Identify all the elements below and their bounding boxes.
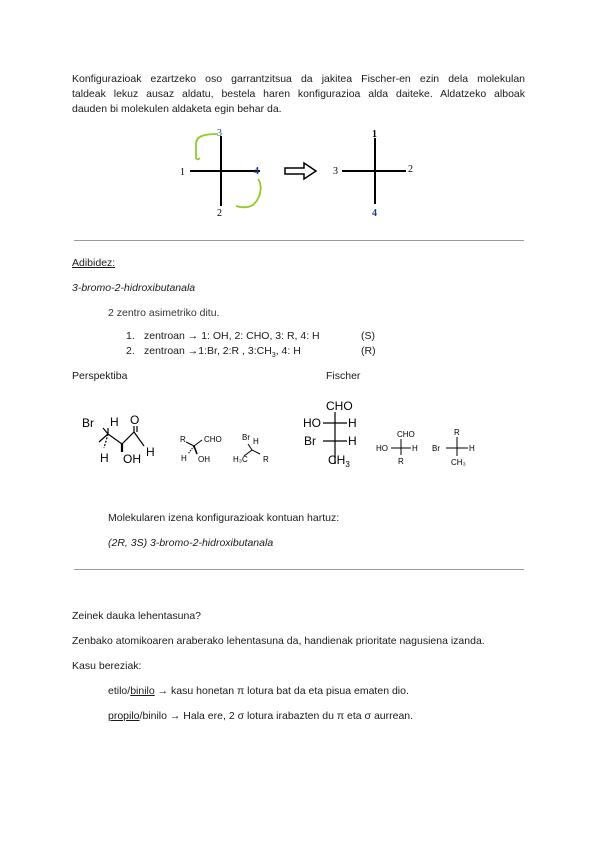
divider-1	[74, 240, 524, 241]
special-case-2	[108, 710, 413, 722]
center-item-2-body	[144, 345, 301, 359]
left-cross-top-label: 3	[217, 128, 222, 139]
right-cross-right-label: 2	[408, 164, 413, 175]
small-perspective-1	[180, 435, 222, 464]
center-item-1	[126, 330, 386, 345]
asymmetric-centers-note: 2 zentro asimetriko ditu.	[108, 307, 220, 319]
persp-h1: H	[110, 415, 119, 429]
case1-part-c: → kasu honetan π lotura bat da eta pisua ematen dio.	[154, 685, 409, 697]
right-cross-bottom-label: 4	[372, 208, 377, 219]
center-item-2	[126, 345, 386, 360]
fs2-right: H	[469, 444, 475, 453]
center-item-2-config: (R)	[361, 345, 376, 357]
fs1-right: H	[412, 444, 418, 453]
sp1-h: H	[181, 454, 187, 463]
bracket-top-left	[196, 134, 218, 159]
fs1-bottom: R	[398, 457, 404, 466]
case1-part-b: binilo	[130, 685, 155, 697]
example-heading: Adibidez:	[72, 257, 116, 269]
sp2-br: Br	[242, 433, 250, 442]
priority-question: Zeinek dauka lehentasuna?	[72, 610, 202, 622]
intro-line-3: dauden bi molekulen aldaketa egin behar da.	[72, 103, 282, 115]
hollow-arrow	[285, 163, 316, 179]
persp-oh: OH	[123, 452, 141, 466]
perspektiba-label: Perspektiba	[72, 370, 128, 382]
center-item-1-config: (S)	[361, 330, 375, 342]
fischer-small-1	[376, 430, 418, 466]
sp1-oh: OH	[198, 455, 210, 464]
sp2-h3c: H₃C	[233, 455, 248, 464]
fb-top: CHO	[326, 399, 353, 413]
fischer-label: Fischer	[326, 370, 361, 382]
center-item-2-subscript: 3	[271, 352, 276, 360]
fs1-left: HO	[376, 444, 388, 453]
case2-part-a: propilo	[108, 710, 140, 722]
fb-row2-left: Br	[304, 434, 316, 448]
fs2-left: Br	[432, 444, 440, 453]
intro-line-1: Konfigurazioak ezartzeko oso garrantzitsua da jakitea Fischer-en ezin dela molekulan	[72, 73, 525, 85]
center-item-2-text: zentroan →1:Br, 2:R , 3:CH	[144, 345, 272, 357]
fb-bottom: $CH_3$	[328, 453, 350, 469]
bracket-bottom-right	[236, 179, 261, 207]
persp-h2: H	[100, 451, 109, 465]
divider-2	[74, 569, 524, 570]
right-cross-top-label: 1	[372, 129, 377, 140]
persp-h3: H	[146, 445, 155, 459]
center-item-2-number: 2.	[126, 345, 135, 357]
special-case-1	[108, 685, 409, 697]
fischer-swap-diagram	[170, 124, 430, 220]
fischer-big	[303, 399, 357, 469]
case1-part-a: etilo/	[108, 685, 131, 697]
small-perspective-2	[233, 433, 269, 464]
case2-part-b: /binilo → Hala ere, 2 σ lotura irabazten du π eta σ aurrean.	[139, 710, 414, 722]
fb-row1-left: HO	[303, 416, 321, 430]
priority-rule: Zenbako atomikoaren araberako lehentasuna da, handienak prioritate nagusiena izanda.	[72, 635, 485, 647]
special-cases-label: Kasu bereziak:	[72, 660, 142, 672]
molecule-name: 3-bromo-2-hidroxibutanala	[72, 282, 196, 294]
center-list	[126, 330, 386, 360]
right-cross-left-label: 3	[333, 166, 338, 177]
center-item-1-number: 1.	[126, 330, 135, 342]
fs2-top: R	[454, 428, 460, 437]
structures-row	[70, 390, 510, 480]
left-cross-right-label: 4	[254, 166, 259, 177]
intro-paragraph	[72, 72, 525, 117]
sp1-r: R	[180, 435, 186, 444]
sp1-cho: CHO	[204, 435, 222, 444]
persp-o: O	[130, 413, 140, 427]
sp2-r: R	[263, 455, 269, 464]
center-item-2-tail: , 4: H	[275, 345, 301, 357]
left-cross-left-label: 1	[180, 167, 185, 178]
fs1-top: CHO	[397, 430, 415, 439]
perspective-molecule	[82, 413, 155, 466]
fb-row1-right: H	[348, 416, 357, 430]
fs2-bottom: CH₃	[451, 458, 466, 467]
full-molecule-name: (2R, 3S) 3-bromo-2-hidroxibutanala	[108, 537, 274, 549]
persp-br: Br	[82, 416, 94, 430]
sp2-h: H	[253, 437, 259, 446]
config-note: Molekularen izena konfigurazioak kontuan hartuz:	[108, 512, 340, 524]
fb-row2-right: H	[348, 434, 357, 448]
fischer-small-2	[432, 428, 475, 467]
intro-line-2: taldeak lekuz ausaz aldatu, bestela haren konfigurazioa alda daiteke. Aldatzeko alboak	[72, 88, 525, 100]
left-cross-bottom-label: 2	[217, 208, 222, 219]
center-item-1-text: zentroan → 1: OH, 2: CHO, 3: R, 4: H	[144, 330, 320, 342]
